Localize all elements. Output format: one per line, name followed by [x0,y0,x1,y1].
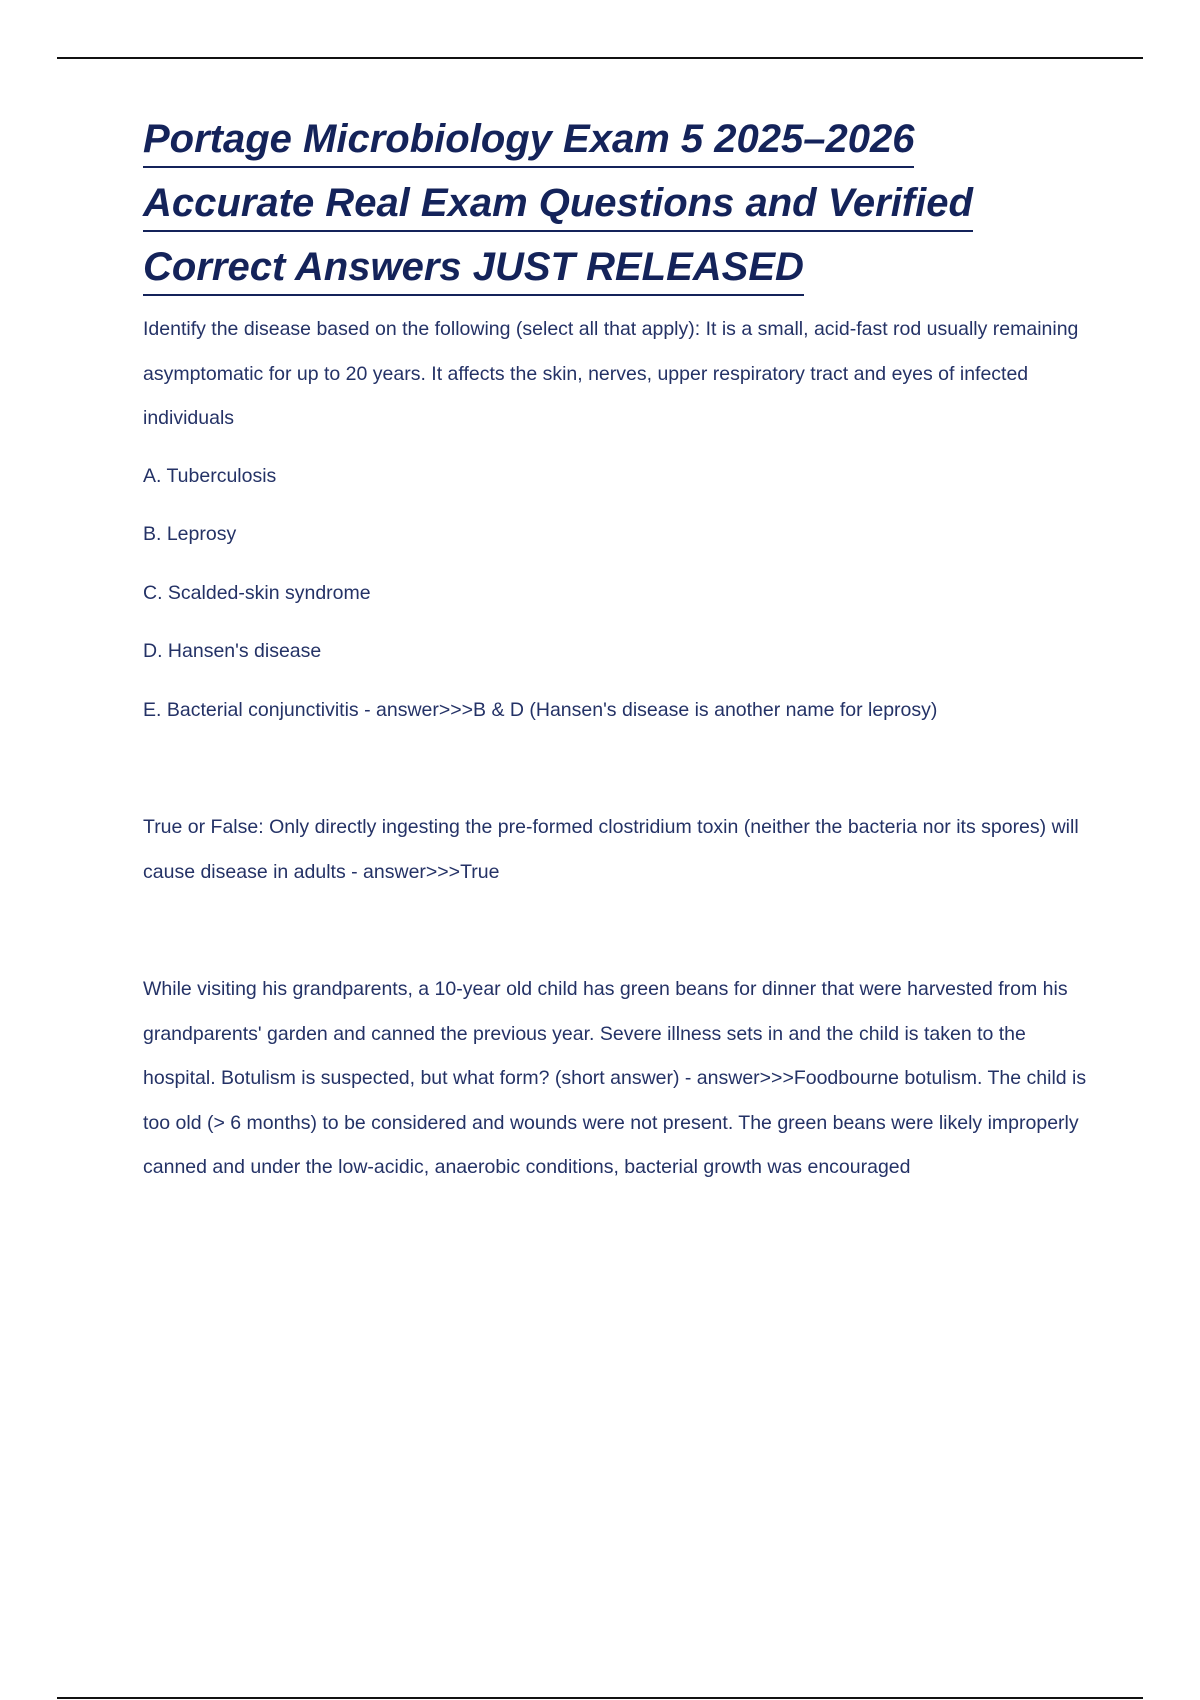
answer-option-c: C. Scalded-skin syndrome [143,581,371,604]
question-prompt: While visiting his grandparents, a 10-year old child has green beans for dinner that were harvested from his grandparents' garden and canned the previous year. Severe illness sets in and the child is taken to the hospital. Botulism is suspected, but what form? (short answer) - answer>>>Foodbourne botulism. The child is too old (> 6 months) to be considered and wounds were not present. The green beans were likely improperly canned and under the low-acidic, anaerobic conditions, bacterial growth was encouraged [143,978,1087,1178]
question-1 [143,307,1093,732]
question-prompt: True or False: Only directly ingesting the pre-formed clostridium toxin (neither the bacteria nor its spores) will cause disease in adults - answer>>>True [143,816,1079,883]
top-rule [57,57,1143,59]
bottom-rule [57,1697,1143,1699]
title-line: Correct Answers JUST RELEASED [143,241,804,296]
title-line: Accurate Real Exam Questions and Verified [143,177,973,232]
document-title [143,110,1093,297]
title-line: Portage Microbiology Exam 5 2025–2026 [143,113,914,168]
question-3 [143,967,1093,1190]
answer-option-d: D. Hansen's disease [143,640,322,662]
answer-option-e: E. Bacterial conjunctivitis - answer>>>B & D (Hansen's disease is another name for leprosy) [143,698,938,721]
answer-option-b: B. Leprosy [143,523,237,545]
question-2 [143,805,1093,894]
question-prompt: Identify the disease based on the following (select all that apply): It is a small, acid-fast rod usually remaining asymptomatic for up to 20 years. It affects the skin, nerves, upper respiratory tract and eyes of infected individuals [143,318,1079,429]
answer-option-a: A. Tuberculosis [143,464,277,487]
document-body [143,110,1093,1190]
